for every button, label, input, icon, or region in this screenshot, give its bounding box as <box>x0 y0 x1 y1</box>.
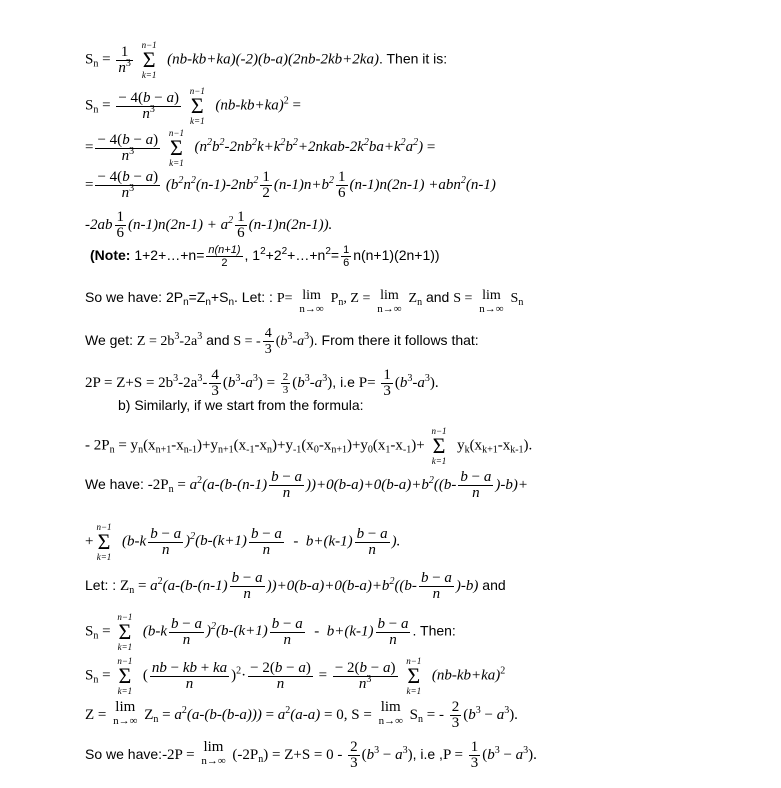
text-then: . Then: <box>412 622 456 639</box>
final-result-line: So we have:-2P = lim n→∞ $(-2P_n) = Z+S = 0$ - $\frac{2}{3}$ $(b^3 - a^3)$, i.e ,P = $\frac{1}{3}$ $(b^3 - a^3)$. <box>85 739 537 771</box>
text-so-we-have-2: So we have: <box>85 745 163 762</box>
equation-line-3: = $\frac{- 4(b - a)}{n^3}$ n−1 Σ k=1 $(n^2b^2-2nb^2k+k^2b^2+2nkab-2k^2ba+k^2a^2)$ = <box>85 128 436 168</box>
text-we-have: We have: <box>85 475 148 492</box>
sn-definition-line: $S_n$ = n−1 Σ k=1 (b-k $\frac{b - a}{n}$ )$^2$(b-(k+1) $\frac{b - a}{n}$ - b+(k-1) $\frac{b - a}{n}$ . Then: <box>85 612 456 652</box>
lim-under: n→∞ <box>299 303 324 315</box>
z-s-limits-line: Z = lim n→∞ $Z_n = a^2(a-(b-(b-a))) = a^2(a-a) = 0$, S = lim n→∞ $S_n$ = - $\frac{2}{3}$ $(b^3 - a^3)$. <box>85 699 518 731</box>
equation-line-5: -2ab $\frac{1}{6}$ $(n-1)n(2n-1) + a^2$ $\frac{1}{6}$ (n-1)n(2n-1)). <box>85 209 333 241</box>
let-zn-line: Let: : $Z_n = a^2(a-(b-(n-1)$ $\frac{b - a}{n}$ ))$+0(b-a)+0(b-a)+b^2((b-$ $\frac{b - a}{n}$ )-b) and <box>85 570 506 602</box>
equation-line-4: = $\frac{- 4(b - a)}{n^3}$ ($b^2n^2(n-1)-2nb^2$ $\frac{1}{2}$ $(n-1)n+b^2$ $\frac{1}{6}$ (n-1)n(2n-1) +abn$^2$(n-1) <box>85 169 496 201</box>
formula-2pn-line: - $2P_n = y_n(x_{n+1}-x_{n-1})+y_{n+1}(x_{-1}-x_n)+y_{-1}(x_0-x_{n+1})+y_0(x_1-x_{-1})+$ n−1 Σ k=1 $y_k(x_{k+1}-x_{k-1})$. <box>85 426 533 466</box>
text-ie-2: , i.e , <box>412 745 443 762</box>
equation-line-1: $S_n$ = $\frac{1}{n^3}$ n−1 Σ k=1 (nb-kb+ka)(-2)(b-a)(2nb-2kb+2ka). Then it is: <box>85 40 448 80</box>
text-so-we-have: So we have: <box>85 289 166 305</box>
text-then-it-is: . Then it is: <box>378 50 448 67</box>
note-label: (Note: <box>90 247 131 264</box>
section-b-heading: b) Similarly, if we start from the formula: <box>118 397 364 413</box>
limits-definition-line: So we have: $2P_n=Z_n+S_n$. Let: : P= lim n→∞ $P_n$, Z = lim n→∞ $Z_n$ and S = lim n→∞ $S_n$ <box>85 288 524 315</box>
text-ie: , i.e <box>332 373 359 390</box>
equation-line-2: $S_n$ = $\frac{- 4(b - a)}{n^3}$ n−1 Σ k=1 $(nb-kb+ka)^2$ = <box>85 86 301 126</box>
text-and-end: and <box>478 576 506 593</box>
text-let-2: Let: : <box>85 576 121 593</box>
result-p-line: $2P = Z+S = 2b^3-2a^3-$ $\frac{4}{3}$ $(b^3-a^3)$ = $\frac{2}{3}$ $(b^3-a^3)$, i.e P= $\frac{1}{3}$ $(b^3-a^3)$. <box>85 367 439 399</box>
text-we-get: We get: <box>85 332 137 349</box>
text-let: Let: : <box>241 289 277 305</box>
text-from-there: . From there it follows that: <box>313 332 479 349</box>
sn-simplified-line: $S_n$ = n−1 Σ k=1 ( $\frac{nb - kb + ka}{n}$ )$^2$· $\frac{- 2(b - a)}{n}$ = $\frac{- 2(b - a)}{n^3}$ n−1 Σ k=1 $(nb-kb+ka)^2$ <box>85 656 506 696</box>
text-and: and <box>422 289 454 305</box>
we-have-line: We have: $-2P_n = a^2(a-(b-(n-1)$ $\frac{b - a}{n}$ ))$+0(b-a)+0(b-a)+b^2((b-$ $\frac{b - a}{n}$ )-b)+ <box>85 469 528 501</box>
note-line: (Note: 1+2+…+n= $\frac{n(n+1)}{2}$ , $1^2+2^2+\dots+n^2=$ $\frac{1}{6}$ n(n+1)(2n+1)) <box>90 244 440 269</box>
sum-continuation-line: + n−1 Σ k=1 (b-k $\frac{b - a}{n}$ )$^2$(b-(k+1) $\frac{b - a}{n}$ - b+(k-1) $\frac{b - a}{n}$ ). <box>85 522 401 562</box>
text-and-2: and <box>202 332 234 349</box>
we-get-line: We get: $Z = 2b^3-2a^3$ and S = - $\frac{4}{3}$ $(b^3-a^3)$. From there it follows that: <box>85 326 479 357</box>
lim-op: lim <box>302 288 321 303</box>
